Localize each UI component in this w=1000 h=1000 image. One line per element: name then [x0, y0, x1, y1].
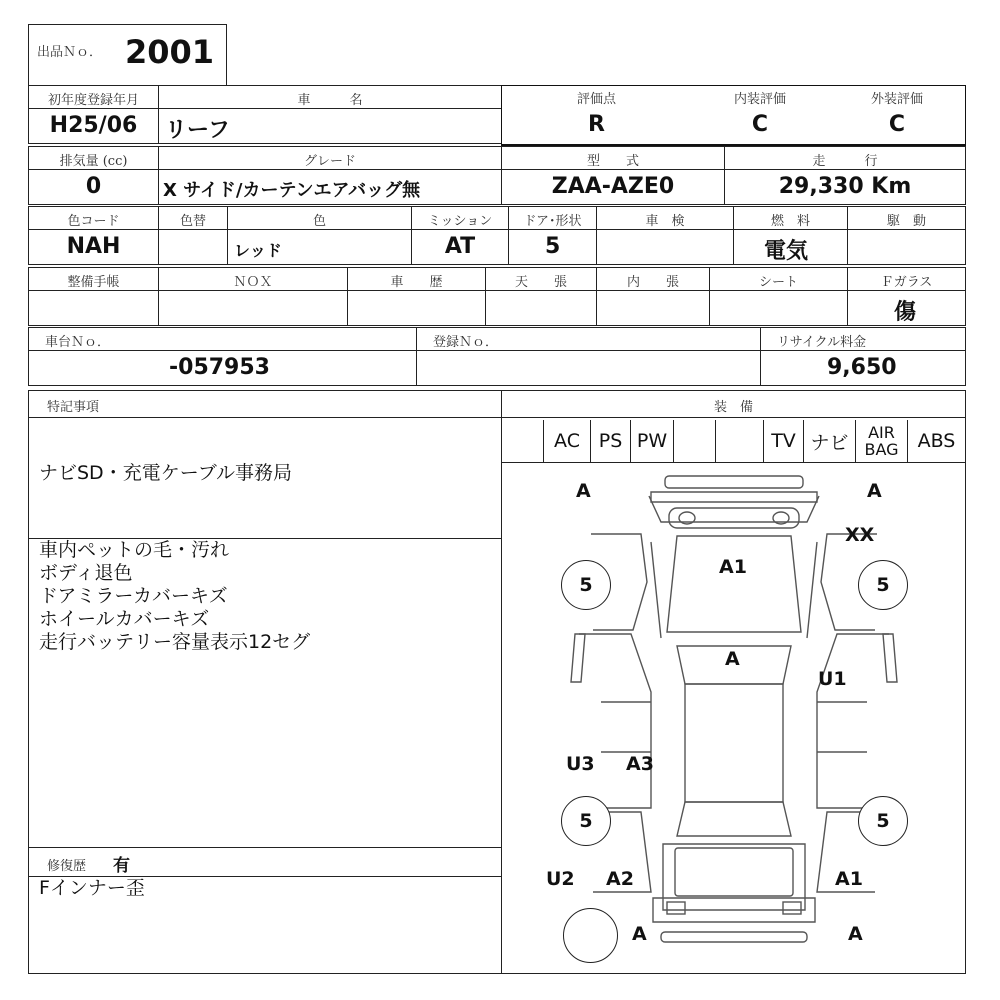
- color-value: レッド: [234, 241, 282, 260]
- tire-front-right: 5: [858, 560, 908, 610]
- drive-label-cell: [847, 206, 966, 230]
- car-name-label: 車 名: [297, 93, 363, 108]
- grade-value: X サイド/カーテンエアバッグ無: [163, 180, 421, 201]
- inspection-label: 車 検: [645, 214, 685, 229]
- interior-trim-value-cell: [596, 290, 710, 326]
- interior-score-value: C: [751, 112, 769, 137]
- history-label: 車 歴: [390, 275, 443, 290]
- repaint-label: 色替: [179, 214, 206, 229]
- equipment-item-0: [502, 420, 544, 462]
- car-name-value: リーフ: [165, 118, 230, 143]
- lot-label: 出品Ｎｏ．: [37, 45, 103, 60]
- mark-rear-hatch-left: A2: [606, 868, 634, 890]
- color-code-label-cell: [28, 206, 159, 230]
- chassis-label-cell: [28, 327, 417, 351]
- grade-label-cell: [158, 146, 502, 170]
- mark-front-bumper-left: A: [576, 480, 591, 502]
- mileage-value-cell: [724, 169, 966, 205]
- roof-value-cell: [485, 290, 597, 326]
- mark-rear-right: A1: [835, 868, 863, 890]
- recycle-label: リサイクル料金: [777, 335, 867, 350]
- mission-label-cell: [411, 206, 509, 230]
- interior-trim-label: 内 張: [626, 275, 679, 290]
- equipment-item-airbag: AIR BAG: [856, 420, 908, 462]
- car-name-label-cell: [158, 85, 502, 109]
- score-label-cell: [502, 86, 692, 109]
- repair-text: Fインナー歪: [39, 877, 145, 899]
- interior-score-label-cell: [691, 86, 830, 109]
- mileage-label: 走 行: [812, 154, 878, 169]
- nox-label-cell: [158, 267, 348, 291]
- grade-value-cell: [158, 169, 502, 205]
- reg-date-label-cell: [28, 85, 159, 109]
- fuel-label-cell: [733, 206, 848, 230]
- lot-number: 2001: [125, 33, 215, 71]
- color-code-value: NAH: [66, 234, 121, 259]
- mark-left-rear-door: U3: [566, 753, 595, 775]
- tire-front-left: 5: [561, 560, 611, 610]
- exterior-score-label: 外装評価: [870, 92, 923, 107]
- mileage-value: 29,330 Km: [778, 174, 912, 199]
- equipment-item-5: [716, 420, 764, 462]
- equipment-item-abs: ABS: [917, 430, 956, 452]
- nox-label: ＮＯＸ: [233, 275, 273, 290]
- chassis-label: 車台Ｎｏ．: [45, 335, 111, 350]
- equipment-item-4: [674, 420, 716, 462]
- recycle-label-cell: [760, 327, 966, 351]
- score-label: 評価点: [576, 92, 616, 107]
- fuel-label: 燃 料: [770, 214, 810, 229]
- mark-left-quarter: A3: [626, 753, 654, 775]
- fglass-value: 傷: [894, 300, 917, 325]
- exterior-score-value-cell: [829, 108, 965, 144]
- seat-value-cell: [709, 290, 848, 326]
- exterior-score-label-cell: [829, 86, 965, 109]
- tire-rear-left: 5: [561, 796, 611, 846]
- reg-date-value: H25/06: [49, 113, 138, 138]
- repair-value: 有: [113, 856, 130, 876]
- chassis-value: -057953: [169, 355, 270, 380]
- fglass-label: Ｆガラス: [880, 275, 933, 290]
- roof-label: 天 張: [514, 275, 567, 290]
- mark-right-door: U1: [818, 668, 847, 690]
- score-value-cell: [502, 108, 692, 144]
- spare-tire: [563, 908, 618, 963]
- reg-date-value-cell: [28, 108, 159, 144]
- equipment-item-ps: PS: [591, 420, 631, 462]
- color-label-cell: [227, 206, 412, 230]
- fuel-value: 電気: [764, 239, 809, 264]
- maint-value-cell: [28, 290, 159, 326]
- equipment-label-cell: [501, 390, 966, 418]
- color-code-label: 色コード: [67, 214, 120, 229]
- regno-label: 登録Ｎｏ．: [433, 335, 499, 350]
- door-label-cell: [508, 206, 597, 230]
- inspection-label-cell: [596, 206, 734, 230]
- door-label: ドア･形状: [523, 214, 582, 229]
- mission-value-cell: [411, 229, 509, 265]
- displacement-value: 0: [85, 174, 102, 199]
- maint-label: 整備手帳: [67, 275, 120, 290]
- history-value-cell: [347, 290, 486, 326]
- repair-label-cell: [28, 847, 502, 877]
- equipment-item-pw: PW: [631, 420, 674, 462]
- maint-label-cell: [28, 267, 159, 291]
- nox-value-cell: [158, 290, 348, 326]
- model-label-cell: [501, 146, 725, 170]
- car-outline-diagram: [501, 462, 966, 974]
- history-label-cell: [347, 267, 486, 291]
- displacement-value-cell: [28, 169, 159, 205]
- mark-front-bumper-right: A: [867, 480, 882, 502]
- equipment-label: 装 備: [713, 400, 753, 415]
- model-value: ZAA-AZE0: [551, 174, 675, 199]
- remarks-cell: [28, 538, 502, 848]
- special-text-cell: [28, 417, 502, 539]
- color-label: 色: [312, 214, 326, 229]
- regno-value-cell: [416, 350, 761, 386]
- lot-number-box: [28, 24, 227, 86]
- interior-score-label: 内装評価: [733, 92, 786, 107]
- door-value: 5: [545, 234, 561, 259]
- repaint-value-cell: [158, 229, 228, 265]
- door-value-cell: [508, 229, 597, 265]
- mission-value: AT: [444, 234, 476, 259]
- model-value-cell: [501, 169, 725, 205]
- mark-front-fender-right: XX: [845, 524, 875, 546]
- score-value: R: [588, 112, 605, 137]
- reg-date-label: 初年度登録年月: [47, 93, 139, 108]
- equipment-item-ac: AC: [544, 420, 591, 462]
- special-text: ナビSD・充電ケーブル事務局: [39, 462, 292, 484]
- repaint-label-cell: [158, 206, 228, 230]
- fglass-label-cell: [847, 267, 966, 291]
- repair-text-cell: [28, 876, 502, 974]
- fuel-value-cell: [733, 229, 848, 265]
- mark-hood: A1: [719, 556, 747, 578]
- interior-score-value-cell: [691, 108, 830, 144]
- mission-label: ミッション: [427, 214, 493, 229]
- recycle-value-cell: [760, 350, 966, 386]
- regno-label-cell: [416, 327, 761, 351]
- displacement-label: 排気量 (cc): [59, 154, 128, 169]
- seat-label: シート: [758, 275, 798, 290]
- mark-left-rear-quarter: U2: [546, 868, 575, 890]
- mileage-label-cell: [724, 146, 966, 170]
- color-value-cell: [227, 229, 412, 265]
- mark-windshield: A: [725, 648, 740, 670]
- remarks-text: 車内ペットの毛・汚れ ボディ退色 ドアミラーカバーキズ ホイールカバーキズ 走行バッテリー容量表示12セグ: [39, 539, 311, 653]
- mark-rear-bumper-right: A: [848, 923, 863, 945]
- recycle-value: 9,650: [827, 355, 897, 380]
- mark-rear-bumper-left: A: [632, 923, 647, 945]
- fglass-value-cell: [847, 290, 966, 326]
- displacement-label-cell: [28, 146, 159, 170]
- drive-label: 駆 動: [886, 214, 926, 229]
- interior-trim-label-cell: [596, 267, 710, 291]
- inspection-value-cell: [596, 229, 734, 265]
- grade-label: グレード: [303, 154, 356, 169]
- repair-label: 修復歴: [47, 859, 87, 874]
- equipment-item-tv: TV: [764, 420, 804, 462]
- exterior-score-value: C: [888, 112, 906, 137]
- model-label: 型 式: [586, 154, 639, 169]
- roof-label-cell: [485, 267, 597, 291]
- tire-rear-right: 5: [858, 796, 908, 846]
- seat-label-cell: [709, 267, 848, 291]
- color-code-value-cell: [28, 229, 159, 265]
- special-label-cell: [28, 390, 502, 418]
- equipment-item-navi: ナビ: [804, 420, 856, 462]
- special-label: 特記事項: [47, 400, 100, 415]
- chassis-value-cell: [28, 350, 417, 386]
- drive-value-cell: [847, 229, 966, 265]
- car-name-value-cell: [158, 108, 502, 144]
